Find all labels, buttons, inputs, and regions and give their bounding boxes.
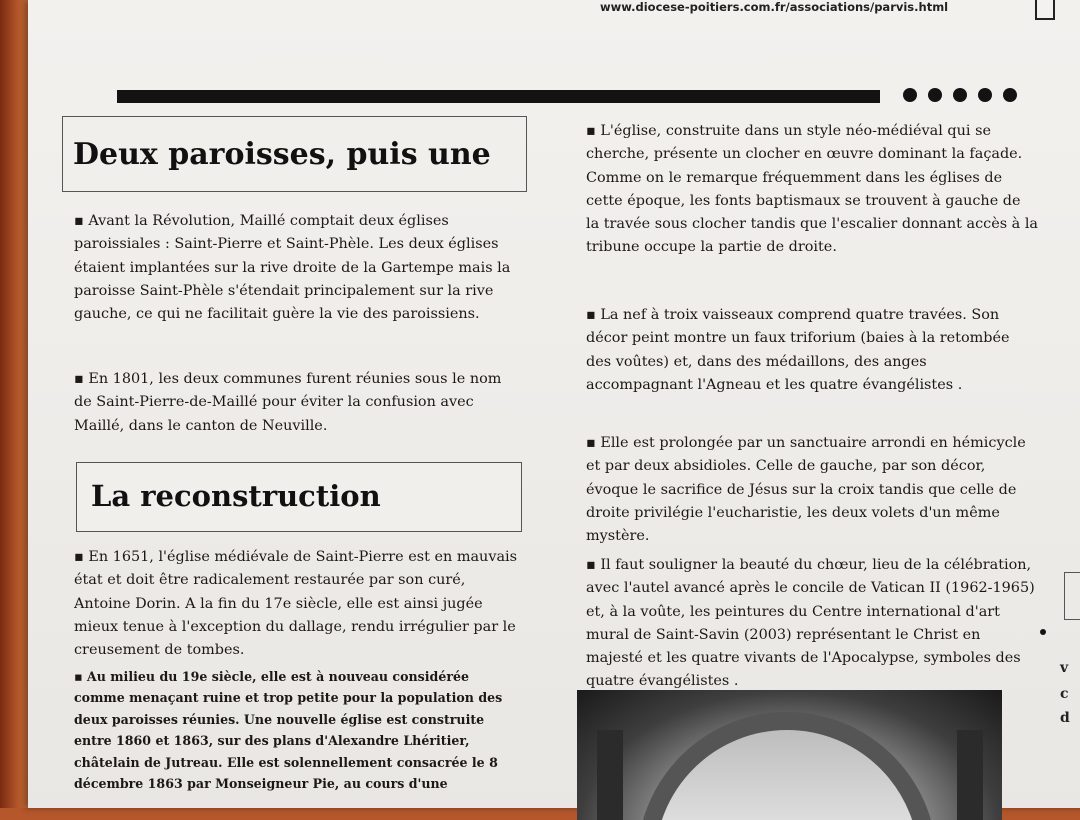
- pillar: [597, 730, 623, 820]
- header-dots: [903, 88, 1017, 102]
- decorative-dot: [1003, 88, 1017, 102]
- section-heading-two-parishes: Deux paroisses, puis une: [62, 116, 527, 192]
- decorative-dot: [978, 88, 992, 102]
- next-column-heading-box: [1064, 572, 1080, 620]
- vault-arch: [637, 712, 937, 820]
- church-interior-photo: [577, 690, 1002, 820]
- next-column-fragment: d: [1060, 710, 1070, 726]
- next-column-fragment: c: [1060, 686, 1069, 702]
- paragraph-choir: ▪ Il faut souligner la beauté du chœur, lieu de la célébration, avec l'autel avancé après le concile de Vatican II (1962-1965) et, à la voûte, les peintures du Centre international d'art mural de Saint-Savin (2003) représentant le Christ en majesté et les quatre vivants de l'Apocalypse, symboles des quatre évangélistes .: [586, 557, 1035, 690]
- pillar: [957, 730, 983, 820]
- corner-box: [1035, 0, 1055, 20]
- section-heading-reconstruction: La reconstruction: [76, 462, 522, 532]
- paragraph-1801: ▪ En 1801, les deux communes furent réunies sous le nom de Saint-Pierre-de-Maillé pour éviter la confusion avec Maillé, dans le canton de Neuville.: [74, 371, 502, 434]
- decorative-dot: [928, 88, 942, 102]
- paragraph-church-style: ▪ L'église, construite dans un style néo-médiéval qui se cherche, présente un clocher en œuvre dominant la façade. Comme on le remarque fréquemment dans les églises de cette époque, les fonts baptismaux se trouvent à gauche de la travée sous clocher tandis que l'escalier donnant accès à la tribune occupe la partie de droite.: [586, 123, 1039, 256]
- paragraph-sanctuary: ▪ Elle est prolongée par un sanctuaire arrondi en hémicycle et par deux absidioles. Celle de gauche, par son décor, évoque le sacrifice de Jésus sur la croix tandis que celle de droite privilégie l'eucharistie, les deux volets d'un même mystère.: [586, 435, 1026, 545]
- paragraph-nave: ▪ La nef à troix vaisseaux comprend quatre travées. Son décor peint montre un faux triforium (baies à la retombée des voûtes) et, dans des médaillons, des anges accompagnant l'Agneau et les quatre évangélistes .: [586, 307, 1010, 393]
- source-url[interactable]: www.diocese-poitiers.com.fr/associations/parvis.html: [600, 0, 949, 14]
- next-column-fragment: v: [1060, 660, 1069, 676]
- paragraph-19th-century: ▪ Au milieu du 19e siècle, elle est à nouveau considérée comme menaçant ruine et trop petite pour la population des deux paroisses réunies. Une nouvelle église est construite entre 1860 et 1863, sur des plans d'Alexandre Lhéritier, châtelain de Jutreau. Elle est solennellement consacrée le 8 décembre 1863 par Monseigneur Pie, au cours d'une: [74, 669, 503, 792]
- header-rule: [117, 90, 880, 103]
- decorative-dot: [903, 88, 917, 102]
- bullet-dot: [1040, 629, 1046, 635]
- paragraph-before-revolution: ▪ Avant la Révolution, Maillé comptait deux églises paroissiales : Saint-Pierre et Saint-Phèle. Les deux églises étaient implantées sur la rive droite de la Gartempe mais la paroisse Saint-Phèle s'étendait principalement sur la rive gauche, ce qui ne facilitait guère la vie des paroissiens.: [74, 213, 511, 323]
- decorative-dot: [953, 88, 967, 102]
- paragraph-1651: ▪ En 1651, l'église médiévale de Saint-Pierre est en mauvais état et doit être radicalement restaurée par son curé, Antoine Dorin. A la fin du 17e siècle, elle est ainsi jugée mieux tenue à l'exception du dallage, rendu irrégulier par le creusement de tombes.: [74, 549, 518, 659]
